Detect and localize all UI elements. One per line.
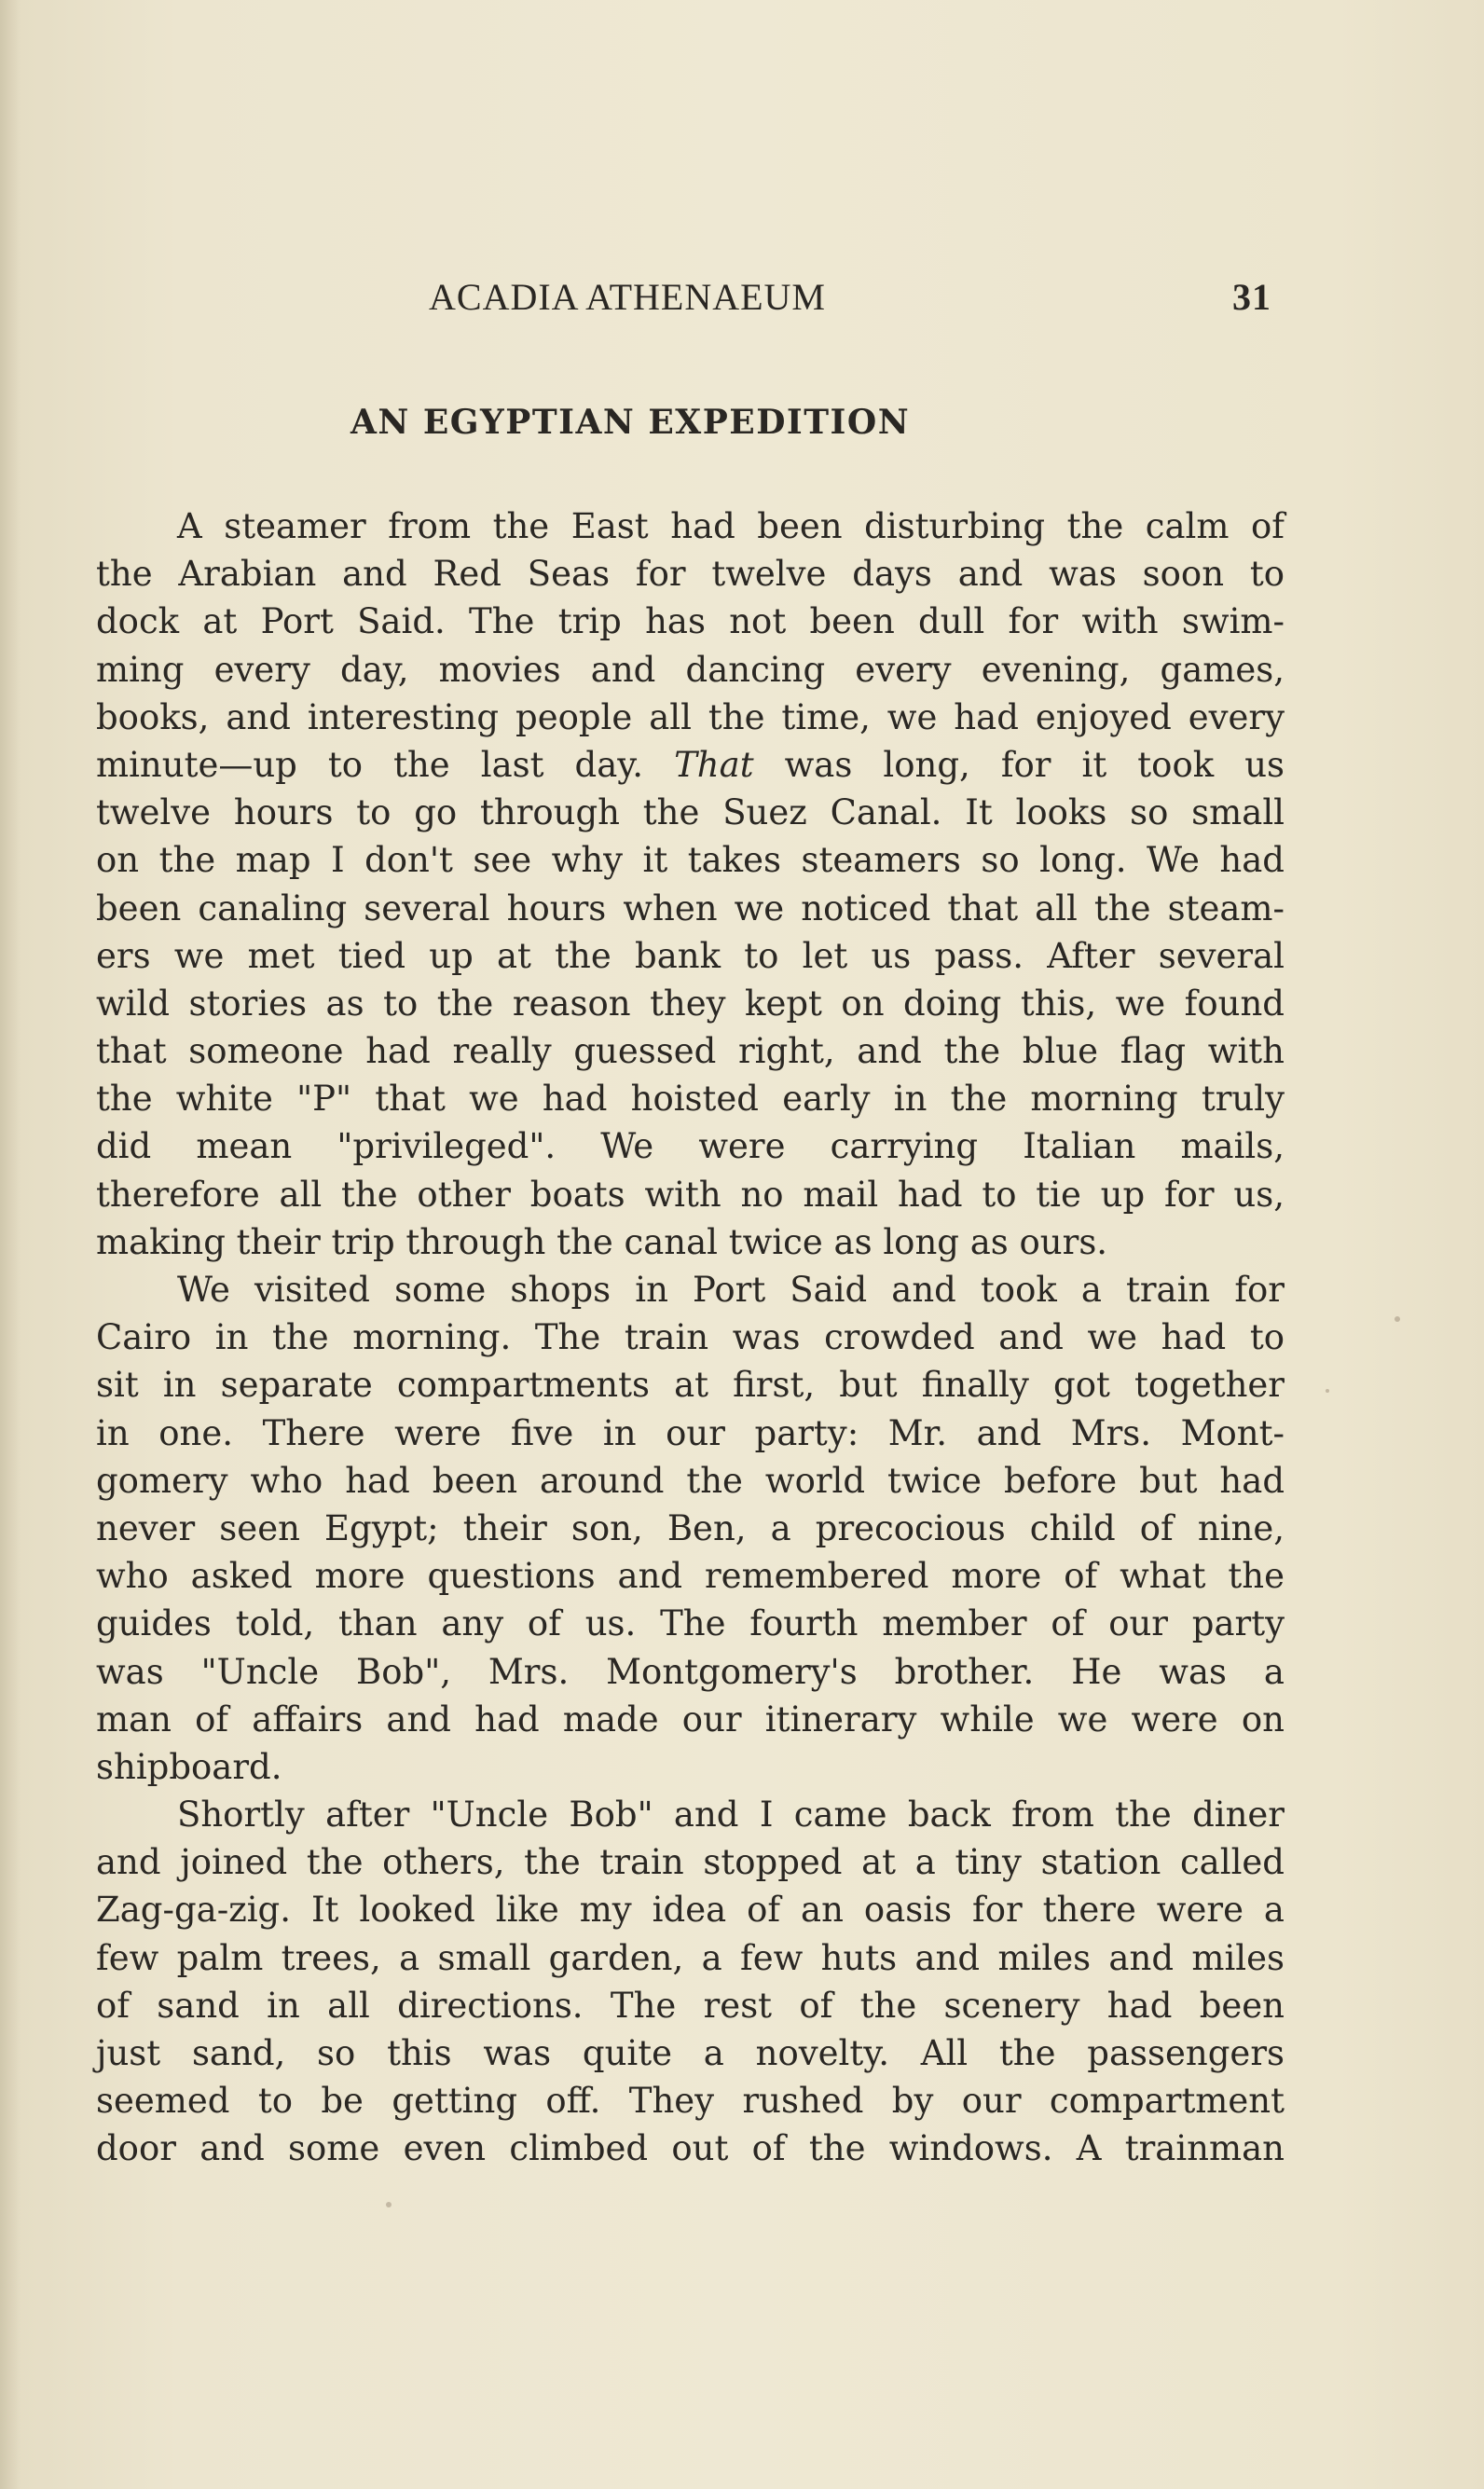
text-line: did mean "privileged". We were carrying Italian mails,: [96, 1126, 1285, 1167]
text-line: that someone had really guessed right, and the blue flag with: [96, 1031, 1285, 1072]
page-number: 31: [1232, 276, 1271, 318]
text-line: on the map I don't see why it takes steamers so long. We had: [96, 840, 1285, 881]
text-line: shipboard.: [96, 1746, 282, 1787]
text-line: making their trip through the canal twice as long as ours.: [96, 1221, 1108, 1262]
page-gutter-shadow: [0, 0, 21, 2489]
text-segment: was long, for it took us: [753, 744, 1285, 785]
text-line: ers we met tied up at the bank to let us pass. After several: [96, 935, 1285, 976]
text-line: sit in separate compartments at first, but finally got together: [96, 1365, 1285, 1406]
text-line: never seen Egypt; their son, Ben, a precocious child of nine,: [96, 1507, 1285, 1548]
text-line: Shortly after "Uncle Bob" and I came back from the diner: [177, 1795, 1285, 1836]
text-line-with-italic: [96, 741, 1285, 789]
text-segment: minute—up to the last day.: [96, 744, 644, 785]
text-line: gomery who had been around the world twice before but had: [96, 1460, 1285, 1501]
text-line: few palm trees, a small garden, a few huts and miles and miles: [96, 1937, 1285, 1978]
text-line: the white "P" that we had hoisted early in the morning truly: [96, 1079, 1285, 1120]
running-head: [429, 275, 1271, 322]
text-line: and joined the others, the train stopped at a tiny station called: [96, 1842, 1285, 1883]
text-line: man of affairs and had made our itinerary while we were on: [96, 1698, 1285, 1740]
text-line: books, and interesting people all the time, we had enjoyed every: [96, 696, 1285, 737]
paper-speck: [1395, 1316, 1400, 1322]
text-line: twelve hours to go through the Suez Canal. It looks so small: [96, 792, 1285, 833]
text-line: Cairo in the morning. The train was crowded and we had to: [96, 1317, 1285, 1358]
text-line: the Arabian and Red Seas for twelve days and was soon to: [96, 554, 1285, 595]
italic-word: That: [674, 744, 754, 785]
text-line: guides told, than any of us. The fourth member of our party: [96, 1603, 1285, 1644]
text-line: who asked more questions and remembered more of what the: [96, 1556, 1285, 1597]
article-body: [96, 502, 1285, 2173]
text-line: just sand, so this was quite a novelty. All the passengers: [96, 2033, 1285, 2073]
text-line: wild stories as to the reason they kept on doing this, we found: [96, 983, 1285, 1024]
text-line: Zag-ga-zig. It looked like my idea of an oasis for there were a: [96, 1890, 1285, 1931]
paper-speck: [386, 2202, 392, 2207]
journal-title: ACADIA ATHENAEUM: [429, 276, 826, 318]
text-line: We visited some shops in Port Said and took a train for: [177, 1270, 1285, 1310]
text-line: was "Uncle Bob", Mrs. Montgomery's brother. He was a: [96, 1651, 1285, 1692]
text-line: A steamer from the East had been disturbing the calm of: [177, 506, 1285, 546]
text-line: seemed to be getting off. They rushed by our compartment: [96, 2081, 1285, 2122]
article-title: AN EGYPTIAN EXPEDITION: [350, 403, 911, 442]
text-line: in one. There were five in our party: Mr. and Mrs. Mont-: [96, 1412, 1285, 1453]
text-line: been canaling several hours when we noticed that all the steam-: [96, 887, 1285, 928]
text-line: of sand in all directions. The rest of the scenery had been: [96, 1985, 1285, 2026]
text-line: dock at Port Said. The trip has not been dull for with swim-: [96, 601, 1285, 642]
text-line: door and some even climbed out of the windows. A trainman: [96, 2128, 1285, 2169]
paper-speck: [1326, 1389, 1329, 1393]
text-line: ming every day, movies and dancing every evening, games,: [96, 649, 1285, 690]
text-line: therefore all the other boats with no mail had to tie up for us,: [96, 1174, 1285, 1215]
